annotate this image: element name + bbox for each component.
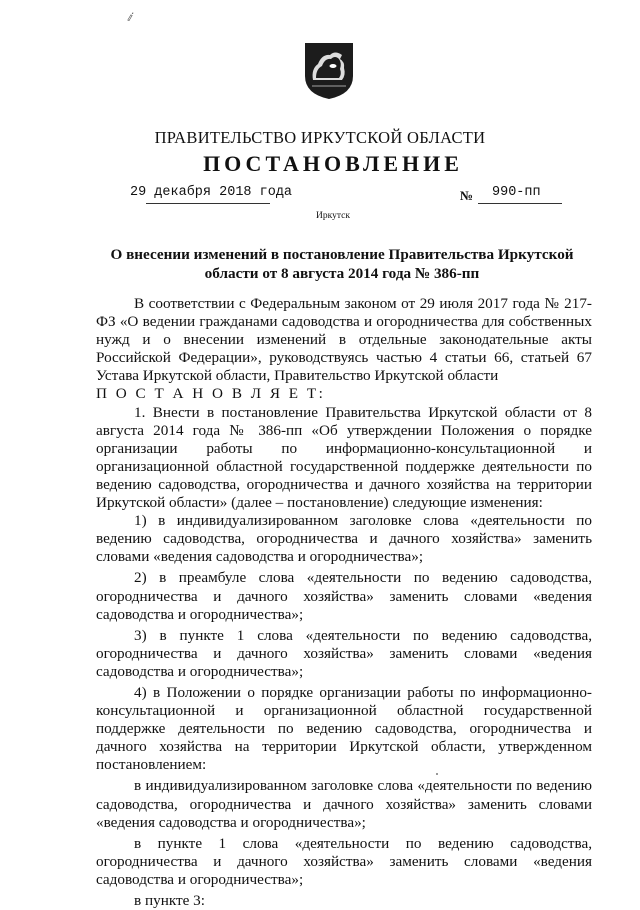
preamble-paragraph: В соответствии с Федеральным законом от 29 июля 2017 года № 217-ФЗ «О ведении гражданами садоводства и огородничества для собственных нужд и о внесении изменений в отдельные законодательные акты Российской Федерации», руководствуясь частью 4 статьи 66, статьей 67 Устава Иркутской области, Правительство Иркутской области — [96, 295, 592, 385]
resolves-heading: П О С Т А Н О В Л Я Е Т: — [96, 385, 326, 403]
subitem-2-paragraph: 2) в преамбуле слова «деятельности по ведению садоводства, огородничества и дачного хозяйства» заменить словами «ведения садоводства и огородничества»; — [96, 569, 592, 623]
number-underline — [478, 203, 562, 204]
title-line-1: О внесении изменений в постановление Правительства Иркутской — [110, 246, 574, 263]
subitem-1-paragraph: 1) в индивидуализированном заголовке слова «деятельности по ведению садоводства, огородничества и дачного хозяйства» заменить словами «ведения садоводства и огородничества»; — [96, 512, 592, 566]
document-body — [96, 295, 592, 910]
document-title — [96, 245, 588, 283]
government-name: ПРАВИТЕЛЬСТВО ИРКУТСКОЙ ОБЛАСТИ — [154, 128, 486, 147]
document-date: 29 декабря 2018 года — [130, 185, 293, 200]
subitem-4c-paragraph: в пункте 3: — [134, 892, 205, 909]
subitem-4a-paragraph: в индивидуализированном заголовке слова «деятельности по ведению садоводства, огородничества и дачного хозяйства» заменить словами «ведения садоводства и огородничества»; — [96, 777, 592, 831]
date-underline — [146, 203, 270, 204]
subitem-4-paragraph: 4) в Положении о порядке организации работы по информационно-консультационной и организационной областной государственной поддержке деятельности по ведению садоводства, огородничества и дачного хозяйства на территории Иркутской области, утвержденном постановлением: — [96, 683, 592, 774]
subitem-3-paragraph: 3) в пункте 1 слова «деятельности по ведению садоводства, огородничества и дачного хозяйства» заменить словами «ведения садоводства и огородничества»; — [96, 626, 592, 680]
pen-mark: ⅈ — [125, 9, 135, 25]
city-name: Иркутск — [316, 211, 350, 221]
coat-of-arms-icon — [304, 42, 354, 100]
item-1-paragraph: 1. Внести в постановление Правительства Иркутской области от 8 августа 2014 года № 386-пп «Об утверждении Положения о порядке организации работы по информационно-консультационной и организационной областной государственной поддержке деятельности по ведению садоводства, огородничества и дачного хозяйства на территории Иркутской области» (далее – постановление) следующие изменения: — [96, 403, 592, 512]
title-line-2: области от 8 августа 2014 года № 386-пп — [204, 265, 480, 282]
number-sign: № — [460, 188, 474, 203]
subitem-4b-paragraph: в пункте 1 слова «деятельности по ведению садоводства, огородничества и дачного хозяйства» заменить словами «ведения садоводства и огородничества»; — [96, 834, 592, 888]
document-type: ПОСТАНОВЛЕНИЕ — [203, 151, 463, 176]
scan-speck — [436, 773, 438, 775]
document-number: 990-пп — [492, 185, 541, 200]
